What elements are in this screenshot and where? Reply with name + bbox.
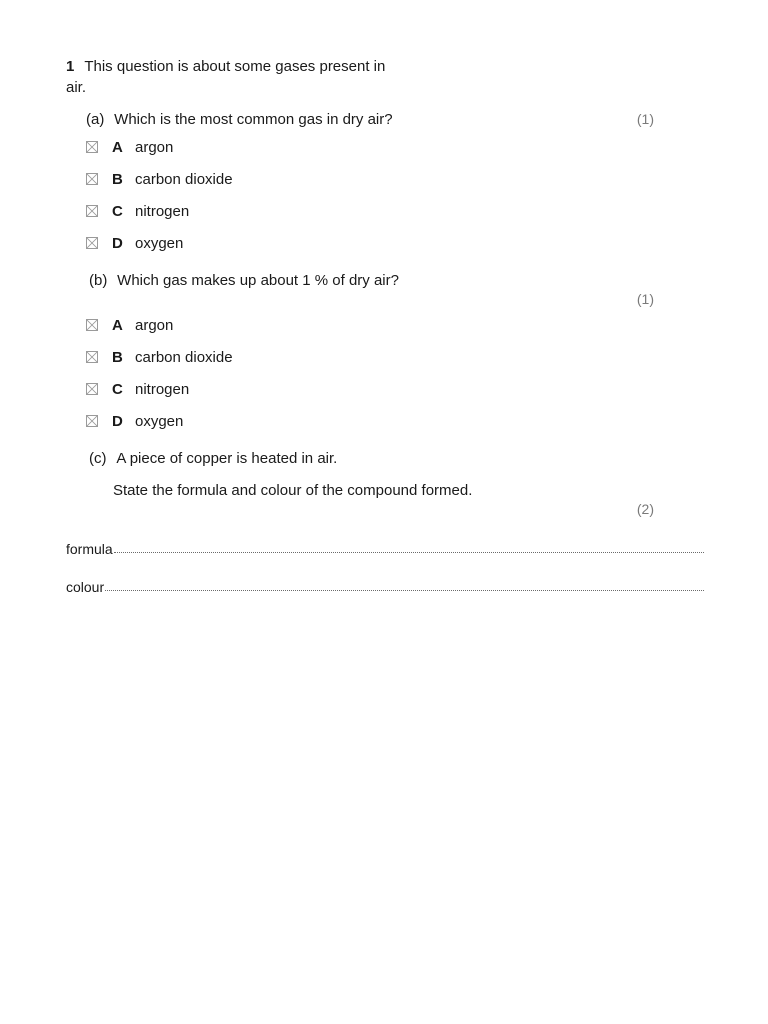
option-letter: B <box>112 348 123 366</box>
formula-answer-line[interactable] <box>114 551 704 553</box>
checkbox-icon[interactable] <box>86 351 98 363</box>
option-letter: B <box>112 170 123 188</box>
part-c-question <box>89 449 337 469</box>
formula-answer-row <box>66 537 704 557</box>
option-letter: A <box>112 138 123 156</box>
checkbox-icon[interactable] <box>86 415 98 427</box>
part-b-option-b[interactable] <box>86 347 233 367</box>
part-b-text: Which gas makes up about 1 % of dry air? <box>117 272 399 289</box>
part-a-option-b[interactable] <box>86 169 233 189</box>
option-text: argon <box>135 316 174 334</box>
question-number: 1 <box>66 58 75 75</box>
checkbox-icon[interactable] <box>86 173 98 185</box>
part-a-label: (a) <box>86 111 105 128</box>
part-b-question <box>89 271 399 291</box>
option-letter: D <box>112 234 123 252</box>
option-letter: A <box>112 316 123 334</box>
checkbox-icon[interactable] <box>86 383 98 395</box>
part-c-instruction: State the formula and colour of the compound formed. <box>113 482 473 499</box>
formula-label: formula <box>66 541 113 557</box>
colour-answer-line[interactable] <box>105 589 704 591</box>
question-intro <box>66 56 396 98</box>
part-b-label: (b) <box>89 272 108 289</box>
checkbox-icon[interactable] <box>86 319 98 331</box>
checkbox-icon[interactable] <box>86 141 98 153</box>
colour-label: colour <box>66 579 105 595</box>
colour-answer-row <box>66 575 704 595</box>
part-a-option-a[interactable] <box>86 137 173 157</box>
option-text: oxygen <box>135 234 184 252</box>
option-text: nitrogen <box>135 202 190 220</box>
part-a-question <box>86 110 393 130</box>
part-b-option-c[interactable] <box>86 379 189 399</box>
part-c-marks: (2) <box>636 501 654 517</box>
option-text: argon <box>135 138 174 156</box>
part-b-option-a[interactable] <box>86 315 173 335</box>
part-a-option-d[interactable] <box>86 233 183 253</box>
part-a-marks: (1) <box>636 111 654 127</box>
checkbox-icon[interactable] <box>86 205 98 217</box>
option-text: carbon dioxide <box>135 348 233 366</box>
part-b-option-d[interactable] <box>86 411 183 431</box>
option-letter: C <box>112 202 123 220</box>
part-c-label: (c) <box>89 450 107 467</box>
option-text: nitrogen <box>135 380 190 398</box>
option-letter: D <box>112 412 123 430</box>
question-intro-text: This question is about some gases present in air. <box>66 58 386 96</box>
part-c-text: A piece of copper is heated in air. <box>116 450 338 467</box>
option-letter: C <box>112 380 123 398</box>
part-a-text: Which is the most common gas in dry air? <box>114 111 393 128</box>
part-b-marks: (1) <box>636 291 654 307</box>
option-text: oxygen <box>135 412 184 430</box>
option-text: carbon dioxide <box>135 170 233 188</box>
checkbox-icon[interactable] <box>86 237 98 249</box>
part-a-option-c[interactable] <box>86 201 189 221</box>
